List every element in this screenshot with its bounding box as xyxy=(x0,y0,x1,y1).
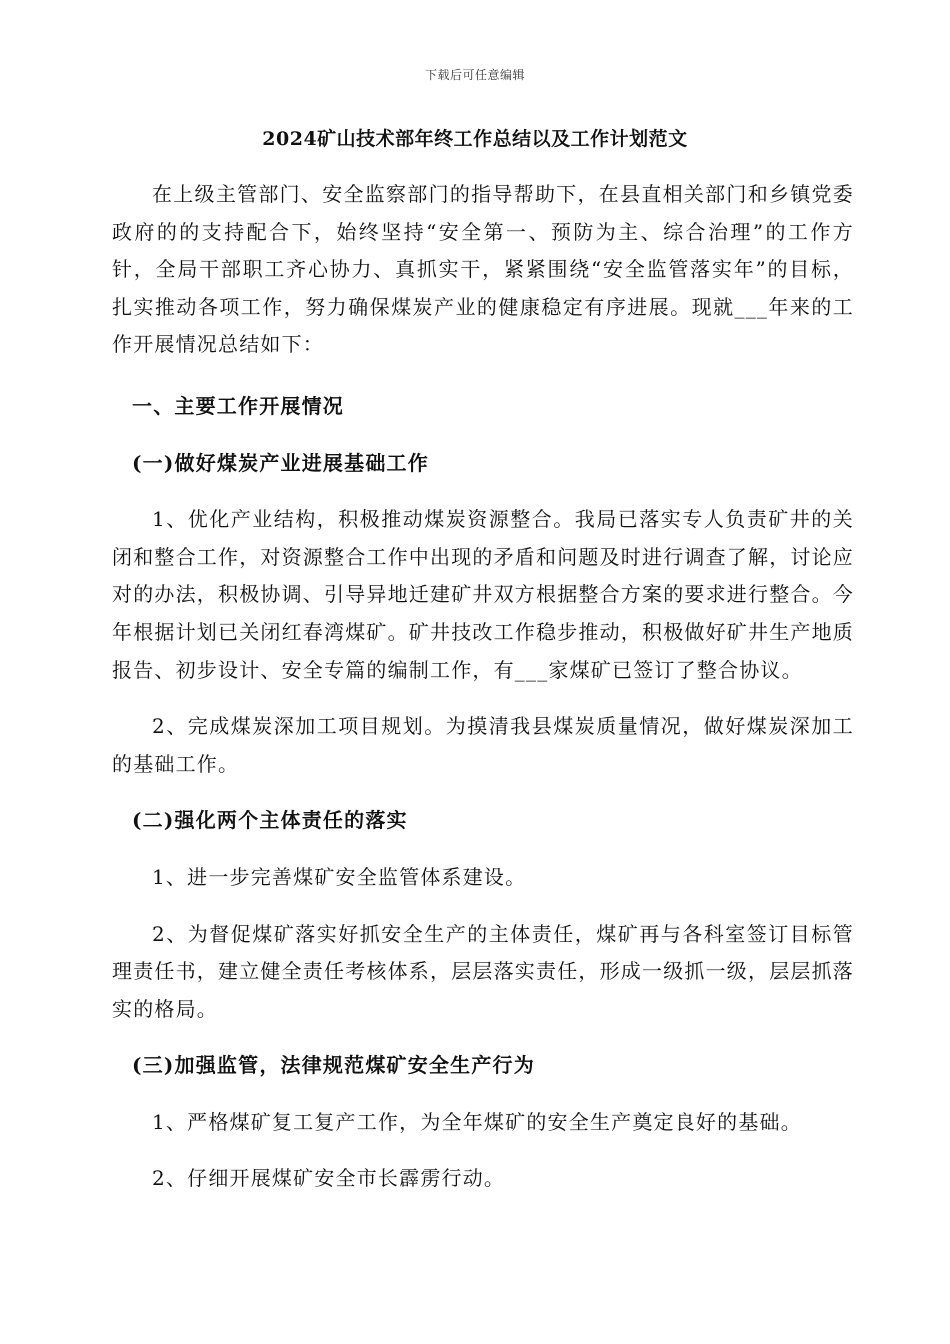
document-title: 2024矿山技术部年终工作总结以及工作计划范文 xyxy=(262,128,688,150)
paragraph-2-1: 1、进一步完善煤矿安全监管体系建设。 xyxy=(152,864,527,889)
section-heading-1: 一、主要工作开展情况 xyxy=(132,393,344,418)
subsection-heading-1: (一)做好煤炭产业进展基础工作 xyxy=(132,450,429,475)
subsection-heading-2: (二)强化两个主体责任的落实 xyxy=(132,808,408,833)
intro-paragraph: 在上级主管部门、安全监察部门的指导帮助下，在县直相关部门和乡镇党委政府的的支持配合下，始终坚持“安全第一、预防为主、综合治理”的工作方针，全局干部职工齐心协力、真抓实干，紧紧围绕“安全监管落实年”的目标，扎实推动各项工作，努力确保煤炭产业的健康稳定有序进展。现就___年来的工作开展情况总结如下： xyxy=(112,182,854,357)
paragraph-3-2: 2、仔细开展煤矿安全市长霹雳行动。 xyxy=(152,1166,506,1191)
subsection-heading-3: (三)加强监管，法律规范煤矿安全生产行为 xyxy=(132,1053,535,1078)
paragraph-2-2: 2、为督促煤矿落实好抓安全生产的主体责任，煤矿再与各科室签订目标管理责任书，建立健全责任考核体系，层层落实责任，形成一级抓一级，层层抓落实的格局。 xyxy=(112,921,854,1021)
paragraph-1-2: 2、完成煤炭深加工项目规划。为摸清我县煤炭质量情况，做好煤炭深加工的基础工作。 xyxy=(112,714,854,776)
paragraph-1-1: 1、优化产业结构，积极推动煤炭资源整合。我局已落实专人负责矿井的关闭和整合工作，对资源整合工作中出现的矛盾和问题及时进行调查了解，讨论应对的办法，积极协调、引导异地迁建矿井双方根据整合方案的要求进行整合。今年根据计划已关闭红春湾煤矿。矿井技改工作稳步推动，积极做好矿井生产地质报告、初步设计、安全专篇的编制工作，有___家煤矿已签订了整合协议。 xyxy=(112,507,854,682)
header-note: 下载后可任意编辑 xyxy=(424,68,525,82)
paragraph-3-1: 1、严格煤矿复工复产工作，为全年煤矿的安全生产奠定良好的基础。 xyxy=(152,1109,802,1134)
document-body xyxy=(112,176,854,1198)
